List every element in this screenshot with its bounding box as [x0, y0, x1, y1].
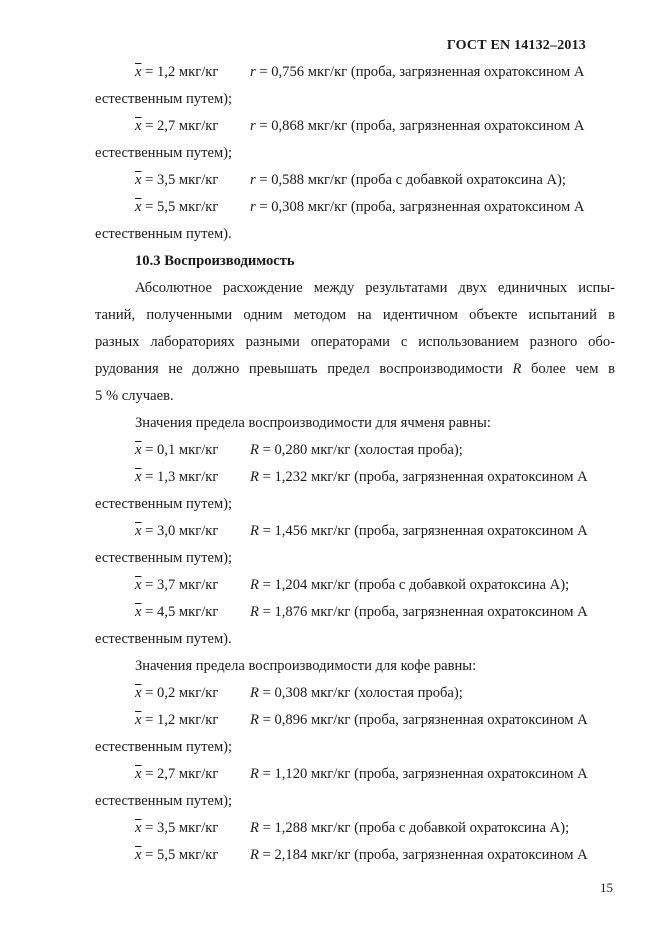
value-entry: $\overline{x} = 2,7$ мкг/кг R = 1,120 мкг/кг (проба, загрязненная охратоксином А — [95, 763, 615, 790]
mean-symbol: $\overline{x}$ — [135, 172, 142, 188]
value-entry: $\overline{x} = 2,7$ мкг/кг r = 0,868 мкг/кг (проба, загрязненная охратоксином А — [95, 115, 615, 142]
value-entry: $\overline{x} = 3,5$ мкг/кг R = 1,288 мкг/кг (проба с добавкой охратоксина А); — [95, 817, 615, 844]
limit-symbol: r — [250, 199, 256, 215]
unit: мкг/кг — [310, 820, 351, 836]
sample-note: (проба, загрязненная охратоксином А — [354, 766, 588, 782]
mean-symbol: $\overline{x}$ — [135, 820, 142, 836]
limit-value: 0,280 — [274, 442, 308, 458]
unit: мкг/кг — [178, 199, 219, 215]
paragraph-text: более чем в — [531, 361, 615, 377]
mean-block: $\overline{x} = 0,2$ мкг/кг — [135, 685, 219, 701]
mean-symbol: $\overline{x}$ — [135, 685, 142, 701]
limit-value: 0,868 — [271, 118, 305, 134]
limit-symbol: R — [250, 820, 259, 836]
mean-block: $\overline{x} = 0,1$ мкг/кг — [135, 442, 219, 458]
mean-block: $\overline{x} = 2,7$ мкг/кг — [135, 118, 219, 134]
value-entry: $\overline{x} = 3,0$ мкг/кг R = 1,456 мкг/кг (проба, загрязненная охратоксином А — [95, 520, 615, 547]
value-entry: $\overline{x} = 5,5$ мкг/кг r = 0,308 мкг/кг (проба, загрязненная охратоксином А — [95, 196, 615, 223]
unit: мкг/кг — [307, 64, 348, 80]
paragraph-text: рудования не должно превышать предел воспроизводимости — [95, 361, 503, 377]
limit-value: 0,896 — [274, 712, 308, 728]
sample-note: (холостая проба); — [354, 442, 463, 458]
unit: мкг/кг — [178, 172, 219, 188]
note-continuation: естественным путем); — [95, 145, 233, 161]
page-content — [95, 61, 615, 871]
note-continuation: естественным путем); — [95, 91, 233, 107]
mean-symbol: $\overline{x}$ — [135, 523, 142, 539]
paragraph-line: таний, полученными одним методом на идентичном объекте испытаний в — [95, 307, 615, 323]
note-continuation: естественным путем); — [95, 739, 233, 755]
limit-value: 0,756 — [271, 64, 305, 80]
doc-header: ГОСТ EN 14132–2013 — [446, 38, 586, 53]
mean-block: $\overline{x} = 2,7$ мкг/кг — [135, 766, 219, 782]
mean-block: $\overline{x} = 4,5$ мкг/кг — [135, 604, 219, 620]
mean-value: 4,5 — [157, 604, 176, 620]
paragraph-line: разных лабораториях разными операторами с использованием разного обо- — [95, 334, 615, 350]
limit-symbol: R — [250, 766, 259, 782]
mean-value: 5,5 — [157, 847, 176, 863]
unit: мкг/кг — [310, 604, 351, 620]
note-continuation: естественным путем); — [95, 793, 233, 809]
note-continuation: естественным путем); — [95, 550, 233, 566]
value-entry: $\overline{x} = 5,5$ мкг/кг R = 2,184 мкг/кг (проба, загрязненная охратоксином А — [95, 844, 615, 871]
mean-symbol: $\overline{x}$ — [135, 712, 142, 728]
limit-symbol: r — [250, 118, 256, 134]
unit: мкг/кг — [178, 577, 219, 593]
unit: мкг/кг — [310, 523, 351, 539]
limit-value: 0,308 — [274, 685, 308, 701]
paragraph-line: Абсолютное расхождение между результатами двух единичных испы- — [135, 280, 615, 296]
unit: мкг/кг — [178, 64, 219, 80]
sample-note: (проба, загрязненная охратоксином А — [354, 604, 588, 620]
mean-value: 3,5 — [157, 820, 176, 836]
value-entry: $\overline{x} = 0,1$ мкг/кг R = 0,280 мкг/кг (холостая проба); — [95, 439, 615, 466]
mean-symbol: $\overline{x}$ — [135, 847, 142, 863]
mean-block: $\overline{x} = 5,5$ мкг/кг — [135, 847, 219, 863]
unit: мкг/кг — [310, 469, 351, 485]
entries-coffee — [95, 682, 615, 871]
mean-symbol: $\overline{x}$ — [135, 604, 142, 620]
value-entry: $\overline{x} = 1,3$ мкг/кг R = 1,232 мкг/кг (проба, загрязненная охратоксином А — [95, 466, 615, 493]
limit-symbol: R — [250, 685, 259, 701]
unit: мкг/кг — [310, 685, 351, 701]
value-entry: $\overline{x} = 4,5$ мкг/кг R = 1,876 мкг/кг (проба, загрязненная охратоксином А — [95, 601, 615, 628]
mean-value: 5,5 — [157, 199, 176, 215]
sample-note: (проба, загрязненная охратоксином А — [354, 847, 588, 863]
sample-note: (проба, загрязненная охратоксином А — [354, 712, 588, 728]
sample-note: (проба, загрязненная охратоксином А — [354, 523, 588, 539]
section-heading: 10.3 Воспроизводимость — [135, 253, 295, 269]
mean-symbol: $\overline{x}$ — [135, 64, 142, 80]
value-entry: $\overline{x} = 0,2$ мкг/кг R = 0,308 мкг/кг (холостая проба); — [95, 682, 615, 709]
unit: мкг/кг — [178, 820, 219, 836]
mean-symbol: $\overline{x}$ — [135, 577, 142, 593]
limit-symbol: r — [250, 172, 256, 188]
value-entry: $\overline{x} = 3,5$ мкг/кг r = 0,588 мкг/кг (проба с добавкой охратоксина А); — [95, 169, 615, 196]
sample-note: (проба, загрязненная охратоксином А — [350, 64, 585, 80]
mean-symbol: $\overline{x}$ — [135, 118, 142, 134]
unit: мкг/кг — [307, 199, 348, 215]
unit: мкг/кг — [178, 442, 219, 458]
mean-symbol: $\overline{x}$ — [135, 442, 142, 458]
limit-symbol: R — [250, 469, 259, 485]
unit: мкг/кг — [178, 523, 219, 539]
value-entry: $\overline{x} = 1,2$ мкг/кг r = 0,756 мкг/кг (проба, загрязненная охратоксином А — [95, 61, 615, 88]
mean-value: 0,1 — [157, 442, 176, 458]
limit-symbol: R — [250, 442, 259, 458]
limit-symbol: R — [250, 577, 259, 593]
reproducibility-paragraph — [95, 277, 615, 412]
page-number: 15 — [600, 880, 613, 895]
limit-value: 1,876 — [274, 604, 308, 620]
unit: мкг/кг — [310, 847, 351, 863]
intro-coffee: Значения предела воспроизводимости для кофе равны: — [135, 658, 477, 674]
sample-note: (проба с добавкой охратоксина А); — [350, 172, 566, 188]
mean-value: 3,7 — [157, 577, 176, 593]
limit-value: 2,184 — [274, 847, 308, 863]
symbol-R: R — [512, 361, 522, 377]
limit-value: 1,288 — [274, 820, 308, 836]
mean-block: $\overline{x} = 3,0$ мкг/кг — [135, 523, 219, 539]
limit-symbol: R — [250, 523, 259, 539]
mean-block: $\overline{x} = 3,5$ мкг/кг — [135, 820, 219, 836]
mean-symbol: $\overline{x}$ — [135, 766, 142, 782]
unit: мкг/кг — [178, 847, 219, 863]
mean-value: 1,2 — [157, 712, 176, 728]
limit-symbol: R — [250, 712, 259, 728]
limit-value: 1,204 — [274, 577, 308, 593]
sample-note: (проба с добавкой охратоксина А); — [354, 820, 570, 836]
mean-value: 1,3 — [157, 469, 176, 485]
mean-value: 2,7 — [157, 118, 176, 134]
sample-note: (проба, загрязненная охратоксином А — [350, 118, 585, 134]
unit: мкг/кг — [307, 118, 348, 134]
limit-value: 1,456 — [274, 523, 308, 539]
intro-barley: Значения предела воспроизводимости для ячменя равны: — [135, 415, 491, 431]
unit: мкг/кг — [310, 442, 351, 458]
unit: мкг/кг — [178, 712, 219, 728]
mean-value: 1,2 — [157, 64, 176, 80]
limit-value: 0,308 — [271, 199, 305, 215]
sample-note: (холостая проба); — [354, 685, 463, 701]
mean-value: 3,5 — [157, 172, 176, 188]
unit: мкг/кг — [178, 685, 219, 701]
limit-value: 1,120 — [274, 766, 308, 782]
paragraph-line: 5 % случаев. — [95, 388, 174, 404]
mean-block: $\overline{x} = 5,5$ мкг/кг — [135, 199, 219, 215]
value-entry: $\overline{x} = 1,2$ мкг/кг R = 0,896 мкг/кг (проба, загрязненная охратоксином А — [95, 709, 615, 736]
note-continuation: естественным путем); — [95, 496, 233, 512]
limit-symbol: r — [250, 64, 256, 80]
value-entry: $\overline{x} = 3,7$ мкг/кг R = 1,204 мкг/кг (проба с добавкой охратоксина А); — [95, 574, 615, 601]
mean-block: $\overline{x} = 3,7$ мкг/кг — [135, 577, 219, 593]
paragraph-line — [95, 358, 615, 385]
unit: мкг/кг — [178, 766, 219, 782]
sample-note: (проба с добавкой охратоксина А); — [354, 577, 570, 593]
mean-block: $\overline{x} = 1,2$ мкг/кг — [135, 712, 219, 728]
sample-note: (проба, загрязненная охратоксином А — [354, 469, 588, 485]
sample-note: (проба, загрязненная охратоксином А — [350, 199, 585, 215]
limit-value: 0,588 — [271, 172, 305, 188]
mean-block: $\overline{x} = 1,3$ мкг/кг — [135, 469, 219, 485]
note-continuation: естественным путем). — [95, 631, 232, 647]
unit: мкг/кг — [307, 172, 348, 188]
note-continuation: естественным путем). — [95, 226, 232, 242]
entries-barley — [95, 439, 615, 655]
mean-value: 0,2 — [157, 685, 176, 701]
unit: мкг/кг — [310, 577, 351, 593]
mean-symbol: $\overline{x}$ — [135, 199, 142, 215]
unit: мкг/кг — [310, 712, 351, 728]
limit-symbol: R — [250, 604, 259, 620]
limit-value: 1,232 — [274, 469, 308, 485]
mean-block: $\overline{x} = 1,2$ мкг/кг — [135, 64, 219, 80]
mean-symbol: $\overline{x}$ — [135, 469, 142, 485]
unit: мкг/кг — [178, 118, 219, 134]
mean-value: 3,0 — [157, 523, 176, 539]
limit-symbol: R — [250, 847, 259, 863]
entries-r-top — [95, 61, 615, 250]
mean-block: $\overline{x} = 3,5$ мкг/кг — [135, 172, 219, 188]
mean-value: 2,7 — [157, 766, 176, 782]
unit: мкг/кг — [178, 604, 219, 620]
unit: мкг/кг — [310, 766, 351, 782]
unit: мкг/кг — [178, 469, 219, 485]
